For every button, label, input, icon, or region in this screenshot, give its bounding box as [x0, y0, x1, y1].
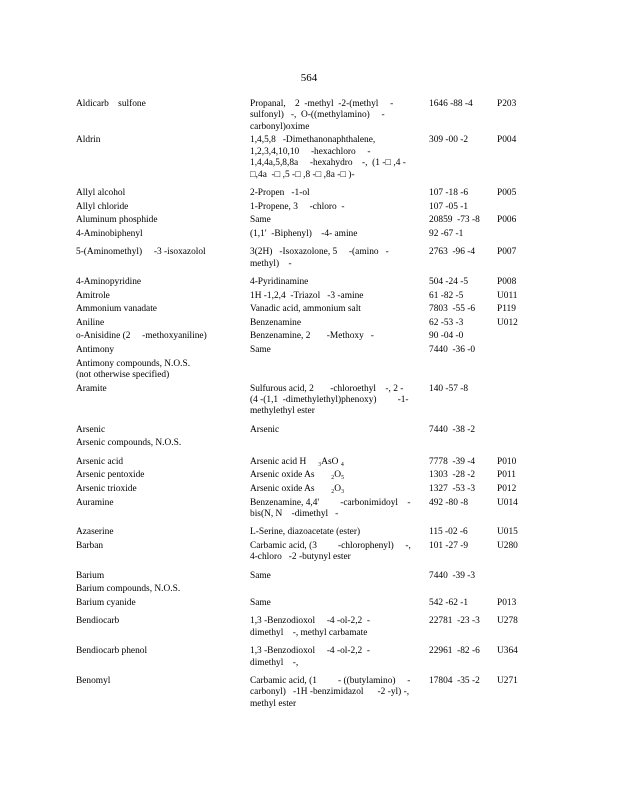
- substance-name-cell: Antimony compounds, N.O.S. (not otherwise specified): [76, 358, 191, 380]
- chemical-name-cell: [250, 438, 429, 456]
- table-row: [76, 457, 531, 471]
- cas-number-cell: 61 -82 -5: [429, 290, 464, 301]
- substance-name-cell: Arsenic: [76, 424, 106, 435]
- chemical-name-cell: 1-Propene, 3 -chloro -: [250, 201, 345, 212]
- cas-number-cell: 17804 -35 -2: [429, 676, 480, 687]
- waste-code-cell: U278: [497, 616, 518, 627]
- substance-name-cell: Aldrin: [76, 135, 101, 146]
- hazardous-substance-table: [76, 99, 531, 712]
- chemical-name-cell: L-Serine, diazoacetate (ester): [250, 527, 361, 538]
- table-row: [76, 188, 531, 202]
- waste-code-cell: U014: [497, 497, 518, 508]
- cas-number-cell: 115 -02 -6: [429, 527, 468, 538]
- waste-code-cell: P005: [497, 188, 517, 199]
- chemical-name-cell: Arsenic oxide As ₂O₅: [250, 470, 345, 481]
- chemical-name-cell: Vanadic acid, ammonium salt: [250, 304, 361, 315]
- cas-number-cell: 22781 -23 -3: [429, 616, 480, 627]
- substance-name-cell: Antimony: [76, 345, 115, 355]
- chemical-name-cell: Carbamic acid, (1 - ((butylamino) - carbonyl) -1H -benzimidazol -2 -yl) -, methyl ester: [250, 676, 411, 709]
- cas-number-cell: 140 -57 -8: [429, 383, 469, 394]
- table-row: [76, 646, 531, 676]
- chemical-name-cell: Carbamic acid, (3 -chlorophenyl) -, 4-chloro -2 -butynyl ester: [250, 541, 411, 563]
- waste-code-cell: [497, 229, 531, 247]
- cas-number-cell: 1303 -28 -2: [429, 470, 476, 481]
- table-row: [76, 425, 531, 439]
- waste-code-cell: P012: [497, 484, 517, 494]
- waste-code-cell: [497, 359, 531, 384]
- cas-number-cell: [429, 359, 497, 384]
- waste-code-cell: P010: [497, 456, 517, 467]
- chemical-name-cell: (1,1' -Biphenyl) -4- amine: [250, 228, 358, 239]
- table-row: [76, 470, 531, 484]
- substance-name-cell: Ammonium vanadate: [76, 304, 157, 315]
- waste-code-cell: [497, 331, 531, 345]
- cas-number-cell: 62 -53 -3: [429, 317, 464, 328]
- table-row: [76, 135, 531, 188]
- substance-name-cell: Azaserine: [76, 527, 114, 538]
- waste-code-cell: [497, 384, 531, 425]
- cas-number-cell: 90 -04 -0: [429, 331, 464, 342]
- cas-number-cell: 7440 -36 -0: [429, 345, 476, 355]
- chemical-name-cell: 1H -1,2,4 -Triazol -3 -amine: [250, 290, 364, 301]
- substance-name-cell: Aluminum phosphide: [76, 215, 158, 226]
- chemical-name-cell: 1,3 -Benzodioxol -4 -ol-2,2 - dimethyl -, methyl carbamate: [250, 616, 371, 638]
- chemical-name-cell: Arsenic oxide As ₂O₃: [250, 484, 345, 494]
- chemical-name-cell: Benzenamine: [250, 317, 302, 328]
- cas-number-cell: 492 -80 -8: [429, 497, 469, 508]
- waste-code-cell: [497, 438, 531, 456]
- substance-name-cell: Allyl alcohol: [76, 188, 126, 199]
- cas-number-cell: 7803 -55 -6: [429, 304, 476, 315]
- substance-name-cell: Aniline: [76, 317, 105, 328]
- cas-number-cell: 20859 -73 -8: [429, 215, 480, 226]
- cas-number-cell: 7778 -39 -4: [429, 456, 476, 467]
- cas-number-cell: 1327 -53 -3: [429, 484, 476, 494]
- chemical-name-cell: [250, 584, 429, 598]
- cas-number-cell: 7440 -38 -2: [429, 424, 476, 435]
- chemical-name-cell: Benzenamine, 2 -Methoxy -: [250, 331, 374, 342]
- waste-code-cell: [497, 425, 531, 439]
- substance-name-cell: Auramine: [76, 497, 114, 508]
- cas-number-cell: 101 -27 -9: [429, 541, 469, 551]
- waste-code-cell: U280: [497, 541, 518, 551]
- table-row: [76, 676, 531, 712]
- substance-name-cell: Arsenic acid: [76, 456, 124, 467]
- table-row: [76, 359, 531, 384]
- table-row: [76, 215, 531, 229]
- substance-name-cell: Amitrole: [76, 290, 110, 301]
- chemical-name-cell: Same: [250, 345, 271, 355]
- table-row: [76, 277, 531, 291]
- table-row: [76, 498, 531, 528]
- chemical-name-cell: Same: [250, 215, 271, 226]
- table-row: [76, 99, 531, 135]
- table-row: [76, 616, 531, 646]
- cas-number-cell: 7440 -39 -3: [429, 570, 476, 581]
- substance-name-cell: Benomyl: [76, 676, 111, 687]
- substance-name-cell: Barium cyanide: [76, 598, 136, 608]
- table-row: [76, 438, 531, 456]
- substance-name-cell: Bendiocarb phenol: [76, 646, 148, 657]
- table-row: [76, 202, 531, 216]
- chemical-name-cell: Arsenic acid H ₃AsO ₄: [250, 456, 345, 467]
- chemical-name-cell: 2-Propen -1-ol: [250, 188, 310, 199]
- table-row: [76, 571, 531, 585]
- table-row: [76, 304, 531, 318]
- chemical-name-cell: 1,4,5,8 -Dimethanonaphthalene, 1,2,3,4,10,10 -hexachloro - 1,4,4a,5,8,8a -hexahydro -, (1 -□ ,4 - □,4a -□ ,5 -□ ,8 -□ ,8a -□ )-: [250, 135, 406, 180]
- cas-number-cell: 542 -62 -1: [429, 598, 469, 608]
- chemical-name-cell: Arsenic: [250, 424, 280, 435]
- waste-code-cell: P119: [497, 304, 516, 315]
- chemical-name-cell: Sulfurous acid, 2 -chloroethyl -, 2 - (4 -(1,1 -dimethylethyl)phenoxy) -1- methylethyl ester: [250, 383, 409, 417]
- substance-name-cell: Aldicarb sulfone: [76, 99, 146, 109]
- table-row: [76, 598, 531, 616]
- cas-number-cell: 2763 -96 -4: [429, 247, 476, 258]
- substance-name-cell: 4-Aminopyridine: [76, 277, 142, 288]
- cas-number-cell: 107 -18 -6: [429, 188, 469, 199]
- waste-code-cell: [497, 571, 531, 585]
- chemical-name-cell: [250, 359, 429, 384]
- table-row: [76, 331, 531, 345]
- chemical-name-cell: Same: [250, 598, 271, 608]
- chemical-name-cell: Benzenamine, 4,4' -carbonimidoyl - bis(N, N -dimethyl -: [250, 497, 411, 519]
- chemical-name-cell: 4-Pyridinamine: [250, 277, 309, 288]
- substance-name-cell: Aramite: [76, 383, 107, 394]
- waste-code-cell: U015: [497, 527, 518, 538]
- chemical-name-cell: 3(2H) -Isoxazolone, 5 -(amino - methyl) -: [250, 247, 389, 269]
- page-number: 564: [300, 72, 318, 84]
- table-row: [76, 584, 531, 598]
- chemical-name-cell: Same: [250, 570, 271, 581]
- waste-code-cell: [497, 345, 531, 359]
- substance-name-cell: Allyl chloride: [76, 201, 129, 212]
- waste-code-cell: P013: [497, 598, 517, 608]
- waste-code-cell: P006: [497, 215, 517, 226]
- cas-number-cell: 504 -24 -5: [429, 277, 469, 288]
- waste-code-cell: [497, 584, 531, 598]
- waste-code-cell: P011: [497, 470, 516, 481]
- substance-name-cell: o-Anisidine (2 -methoxyaniline): [76, 331, 207, 342]
- table-row: [76, 291, 531, 305]
- substance-name-cell: Barban: [76, 541, 104, 551]
- cas-number-cell: 107 -05 -1: [429, 201, 469, 212]
- waste-code-cell: U012: [497, 317, 518, 328]
- cas-number-cell: 309 -00 -2: [429, 135, 469, 146]
- table-row: [76, 541, 531, 571]
- table-row: [76, 484, 531, 498]
- substance-name-cell: Arsenic pentoxide: [76, 470, 145, 481]
- cas-number-cell: [429, 438, 497, 456]
- table-row: [76, 318, 531, 332]
- waste-code-cell: P203: [497, 99, 517, 109]
- waste-code-cell: U011: [497, 290, 518, 301]
- chemical-name-cell: Propanal, 2 -methyl -2-(methyl - sulfonyl) -, O-((methylamino) - carbonyl)oxime: [250, 99, 394, 132]
- table-row: [76, 384, 531, 425]
- substance-name-cell: Arsenic compounds, N.O.S.: [76, 438, 182, 449]
- waste-code-cell: U364: [497, 646, 518, 657]
- waste-code-cell: P007: [497, 247, 517, 258]
- waste-code-cell: U271: [497, 676, 518, 687]
- substance-name-cell: 4-Aminobiphenyl: [76, 228, 143, 239]
- substance-name-cell: Barium compounds, N.O.S.: [76, 584, 181, 595]
- substance-name-cell: Bendiocarb: [76, 616, 120, 627]
- table-row: [76, 345, 531, 359]
- cas-number-cell: [429, 584, 497, 598]
- substance-name-cell: Arsenic trioxide: [76, 484, 137, 494]
- table-row: [76, 527, 531, 541]
- chemical-name-cell: 1,3 -Benzodioxol -4 -ol-2,2 - dimethyl -,: [250, 646, 371, 668]
- waste-code-cell: P008: [497, 277, 517, 288]
- waste-code-cell: [497, 202, 531, 216]
- waste-code-cell: P004: [497, 135, 517, 146]
- cas-number-cell: 92 -67 -1: [429, 228, 464, 239]
- table-row: [76, 247, 531, 277]
- substance-name-cell: 5-(Aminomethyl) -3 -isoxazolol: [76, 247, 206, 258]
- cas-number-cell: 22961 -82 -6: [429, 646, 480, 657]
- table-row: [76, 229, 531, 247]
- cas-number-cell: 1646 -88 -4: [429, 99, 473, 109]
- substance-name-cell: Barium: [76, 570, 105, 581]
